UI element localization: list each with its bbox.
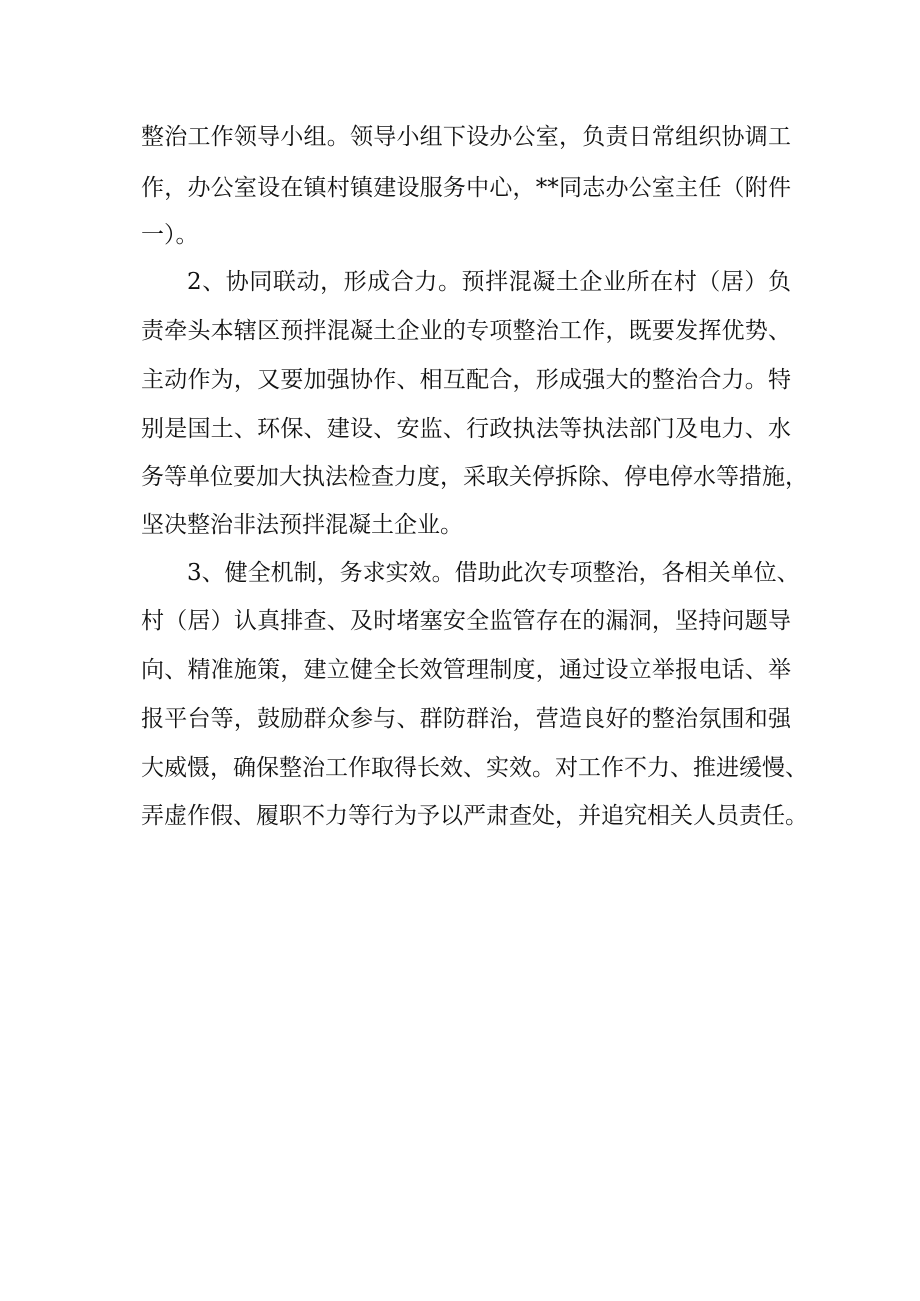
paragraph-3-line-6: 弄虚作假、履职不力等行为予以严肃查处，并追究相关人员责任。 (141, 803, 808, 829)
paragraph-2-line-5: 务等单位要加大执法检查力度，采取关停拆除、停电停水等措施， (141, 464, 808, 490)
paragraph-1-line-1: 整治工作领导小组。领导小组下设办公室，负责日常组织协调工 (141, 124, 791, 150)
paragraph-2-line-4: 别是国土、环保、建设、安监、行政执法等执法部门及电力、水 (141, 416, 791, 442)
paragraph-2-line-1: 2、协同联动，形成合力。预拌混凝土企业所在村（居）负 (187, 269, 791, 295)
paragraph-3-line-5: 大威慑，确保整治工作取得长效、实效。对工作不力、推进缓慢、 (141, 755, 808, 781)
paragraph-2-line-2: 责牵头本辖区预拌混凝土企业的专项整治工作，既要发挥优势、 (141, 318, 791, 344)
paragraph-3-line-3: 向、精准施策，建立健全长效管理制度，通过设立举报电话、举 (141, 657, 791, 683)
paragraph-3-line-4: 报平台等，鼓励群众参与、群防群治，营造良好的整治氛围和强 (141, 706, 791, 732)
paragraph-1-line-2: 作，办公室设在镇村镇建设服务中心，**同志办公室主任（附件 (141, 175, 791, 201)
paragraph-2-line-3: 主动作为，又要加强协作、相互配合，形成强大的整治合力。特 (141, 367, 791, 393)
paragraph-3-line-2: 村（居）认真排查、及时堵塞安全监管存在的漏洞，坚持问题导 (141, 608, 791, 634)
paragraph-2-line-6: 坚决整治非法预拌混凝土企业。 (141, 512, 463, 538)
paragraph-1-line-3: 一）。 (141, 222, 199, 248)
paragraph-3-line-1: 3、健全机制，务求实效。借助此次专项整治，各相关单位、 (187, 560, 800, 586)
